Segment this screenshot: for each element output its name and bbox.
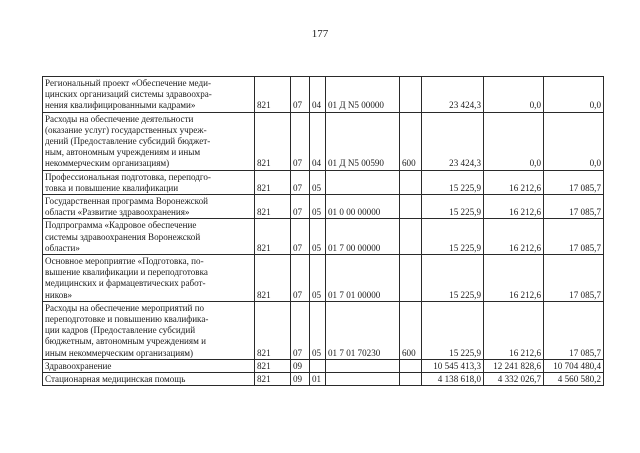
subsection-cell: 05 <box>310 301 326 359</box>
target-article-cell <box>326 359 400 372</box>
subsection-cell: 05 <box>310 255 326 302</box>
grbs-cell: 821 <box>255 219 291 255</box>
table-row <box>43 112 604 170</box>
amount-year1-cell: 10 545 413,3 <box>422 359 484 372</box>
amount-year3-cell: 10 704 480,4 <box>544 359 604 372</box>
amount-year1-cell: 15 225,9 <box>422 219 484 255</box>
expense-type-cell <box>400 170 422 194</box>
target-article-cell <box>326 373 400 386</box>
expense-type-cell <box>400 219 422 255</box>
table-row <box>43 373 604 386</box>
target-article-cell: 01 Д N5 00000 <box>326 77 400 113</box>
row-name-cell: Государственная программа Воронежской области «Развитие здравоохранения» <box>43 195 255 219</box>
row-name-cell: Профессиональная подготовка, переподго- товка и повышение квалификации <box>43 170 255 194</box>
grbs-cell: 821 <box>255 359 291 372</box>
amount-year1-cell: 23 424,3 <box>422 112 484 170</box>
amount-year2-cell: 16 212,6 <box>484 219 544 255</box>
row-name-cell: Региональный проект «Обеспечение меди- цинских организаций системы здравоохра- нения квалифицированными кадрами» <box>43 77 255 113</box>
amount-year3-cell: 0,0 <box>544 112 604 170</box>
row-name-cell: Расходы на обеспечение мероприятий по переподготовке и повышению квалифика- ции кадров (Предоставление субсидий бюджетным, автономным учреждениям и иным некоммерческим организациям) <box>43 301 255 359</box>
subsection-cell: 05 <box>310 170 326 194</box>
grbs-cell: 821 <box>255 195 291 219</box>
table-row <box>43 255 604 302</box>
grbs-cell: 821 <box>255 255 291 302</box>
grbs-cell: 821 <box>255 112 291 170</box>
table-row <box>43 301 604 359</box>
grbs-cell: 821 <box>255 301 291 359</box>
expense-type-cell <box>400 77 422 113</box>
amount-year3-cell: 17 085,7 <box>544 195 604 219</box>
amount-year2-cell: 16 212,6 <box>484 255 544 302</box>
amount-year2-cell: 4 332 026,7 <box>484 373 544 386</box>
target-article-cell: 01 7 00 00000 <box>326 219 400 255</box>
section-cell: 07 <box>291 112 310 170</box>
amount-year3-cell: 17 085,7 <box>544 170 604 194</box>
table-row <box>43 195 604 219</box>
amount-year2-cell: 16 212,6 <box>484 170 544 194</box>
amount-year1-cell: 4 138 618,0 <box>422 373 484 386</box>
section-cell: 07 <box>291 195 310 219</box>
page-number: 177 <box>311 28 329 40</box>
subsection-cell: 01 <box>310 373 326 386</box>
target-article-cell: 01 0 00 00000 <box>326 195 400 219</box>
table-row <box>43 170 604 194</box>
section-cell: 07 <box>291 255 310 302</box>
amount-year2-cell: 0,0 <box>484 77 544 113</box>
target-article-cell: 01 Д N5 00590 <box>326 112 400 170</box>
table-row <box>43 77 604 113</box>
amount-year2-cell: 0,0 <box>484 112 544 170</box>
amount-year2-cell: 16 212,6 <box>484 195 544 219</box>
subsection-cell: 05 <box>310 219 326 255</box>
amount-year2-cell: 16 212,6 <box>484 301 544 359</box>
grbs-cell: 821 <box>255 373 291 386</box>
amount-year1-cell: 15 225,9 <box>422 195 484 219</box>
amount-year2-cell: 12 241 828,6 <box>484 359 544 372</box>
section-cell: 09 <box>291 373 310 386</box>
amount-year1-cell: 15 225,9 <box>422 170 484 194</box>
amount-year3-cell: 17 085,7 <box>544 301 604 359</box>
expense-type-cell: 600 <box>400 301 422 359</box>
target-article-cell: 01 7 01 00000 <box>326 255 400 302</box>
budget-table <box>42 76 604 386</box>
subsection-cell: 04 <box>310 112 326 170</box>
amount-year3-cell: 17 085,7 <box>544 255 604 302</box>
expense-type-cell: 600 <box>400 112 422 170</box>
row-name-cell: Здравоохранение <box>43 359 255 372</box>
amount-year3-cell: 0,0 <box>544 77 604 113</box>
section-cell: 07 <box>291 77 310 113</box>
amount-year3-cell: 4 560 580,2 <box>544 373 604 386</box>
expense-type-cell <box>400 359 422 372</box>
amount-year1-cell: 23 424,3 <box>422 77 484 113</box>
expense-type-cell <box>400 255 422 302</box>
grbs-cell: 821 <box>255 77 291 113</box>
row-name-cell: Расходы на обеспечение деятельности (оказание услуг) государственных учреж- дений (Предоставление субсидий бюджет- ным, автономным учреждениям и иным некоммерческим организациям) <box>43 112 255 170</box>
section-cell: 07 <box>291 219 310 255</box>
section-cell: 09 <box>291 359 310 372</box>
subsection-cell <box>310 359 326 372</box>
row-name-cell: Стационарная медицинская помощь <box>43 373 255 386</box>
table-row <box>43 359 604 372</box>
target-article-cell <box>326 170 400 194</box>
subsection-cell: 05 <box>310 195 326 219</box>
section-cell: 07 <box>291 170 310 194</box>
row-name-cell: Основное мероприятие «Подготовка, по- вышение квалификации и переподготовка медицинских и фармацевтических работ- ников» <box>43 255 255 302</box>
grbs-cell: 821 <box>255 170 291 194</box>
amount-year1-cell: 15 225,9 <box>422 255 484 302</box>
amount-year3-cell: 17 085,7 <box>544 219 604 255</box>
section-cell: 07 <box>291 301 310 359</box>
row-name-cell: Подпрограмма «Кадровое обеспечение системы здравоохранения Воронежской области» <box>43 219 255 255</box>
expense-type-cell <box>400 373 422 386</box>
subsection-cell: 04 <box>310 77 326 113</box>
expense-type-cell <box>400 195 422 219</box>
table-row <box>43 219 604 255</box>
amount-year1-cell: 15 225,9 <box>422 301 484 359</box>
target-article-cell: 01 7 01 70230 <box>326 301 400 359</box>
